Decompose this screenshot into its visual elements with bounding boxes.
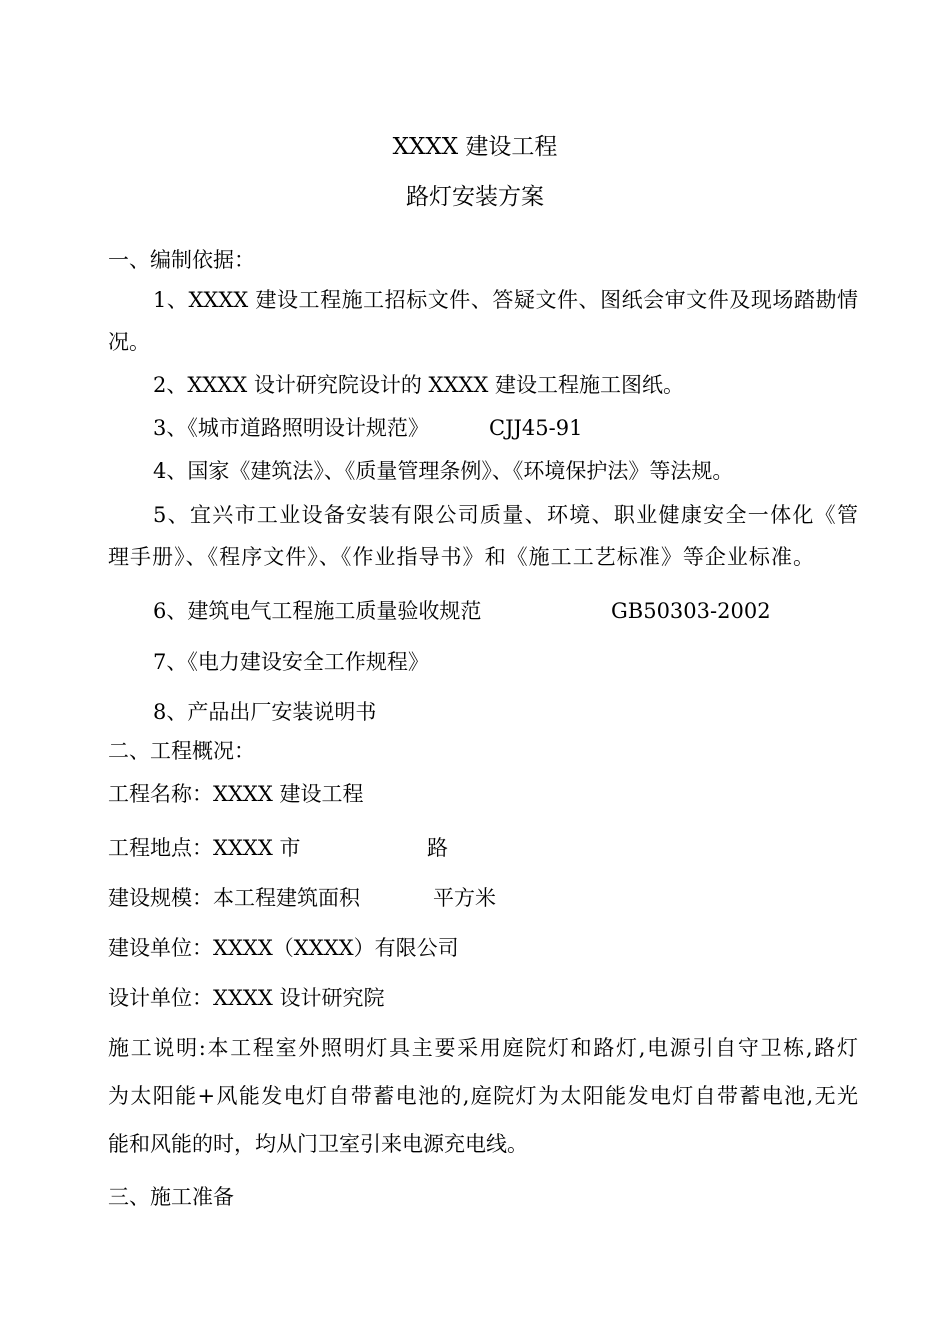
document-title: XXXX 建设工程: [392, 134, 558, 160]
basis-item-7: 7、《电力建设安全工作规程》: [153, 650, 429, 674]
basis-item-6: 6、建筑电气工程施工质量验收规范: [153, 599, 482, 623]
section-heading-preparation: 三、施工准备: [108, 1185, 234, 1209]
construction-notes-line-2: 为太阳能+风能发电灯自带蓄电池的,庭院灯为太阳能发电灯自带蓄电池,无光: [108, 1084, 858, 1108]
project-name: 工程名称：XXXX 建设工程: [108, 782, 364, 806]
document-subtitle: 路灯安装方案: [406, 184, 544, 210]
project-scale-unit: 平方米: [433, 886, 496, 910]
basis-item-1-line-2: 况。: [108, 330, 150, 354]
section-heading-basis: 一、编制依据：: [108, 248, 255, 272]
construction-notes-line-3: 能和风能的时，均从门卫室引来电源充电线。: [108, 1132, 528, 1156]
project-scale: 建设规模：本工程建筑面积: [108, 886, 360, 910]
project-location: 工程地点：XXXX 市: [108, 836, 301, 860]
basis-item-3-code: CJJ45-91: [489, 416, 583, 440]
project-owner: 建设单位：XXXX（XXXX）有限公司: [108, 936, 459, 960]
construction-notes-line-1: 施工说明:本工程室外照明灯具主要采用庭院灯和路灯,电源引自守卫栋,路灯: [108, 1036, 858, 1060]
project-designer: 设计单位：XXXX 设计研究院: [108, 986, 385, 1010]
project-location-road: 路: [427, 836, 448, 860]
section-heading-overview: 二、工程概况：: [108, 739, 255, 763]
basis-item-6-code: GB50303-2002: [611, 599, 771, 623]
basis-item-1-line-1: 1、XXXX 建设工程施工招标文件、答疑文件、图纸会审文件及现场踏勘情: [153, 288, 858, 312]
basis-item-4: 4、国家《建筑法》、《质量管理条例》、《环境保护法》等法规。: [153, 459, 734, 483]
basis-item-2: 2、XXXX 设计研究院设计的 XXXX 建设工程施工图纸。: [153, 373, 684, 397]
basis-item-3: 3、《城市道路照明设计规范》: [153, 416, 429, 440]
basis-item-5-line-1: 5、宜兴市工业设备安装有限公司质量、环境、职业健康安全一体化《管: [153, 503, 858, 527]
basis-item-8: 8、产品出厂安装说明书: [153, 700, 377, 724]
basis-item-5-line-2: 理手册》、《程序文件》、《作业指导书》和《施工工艺标准》等企业标准。: [108, 545, 814, 569]
